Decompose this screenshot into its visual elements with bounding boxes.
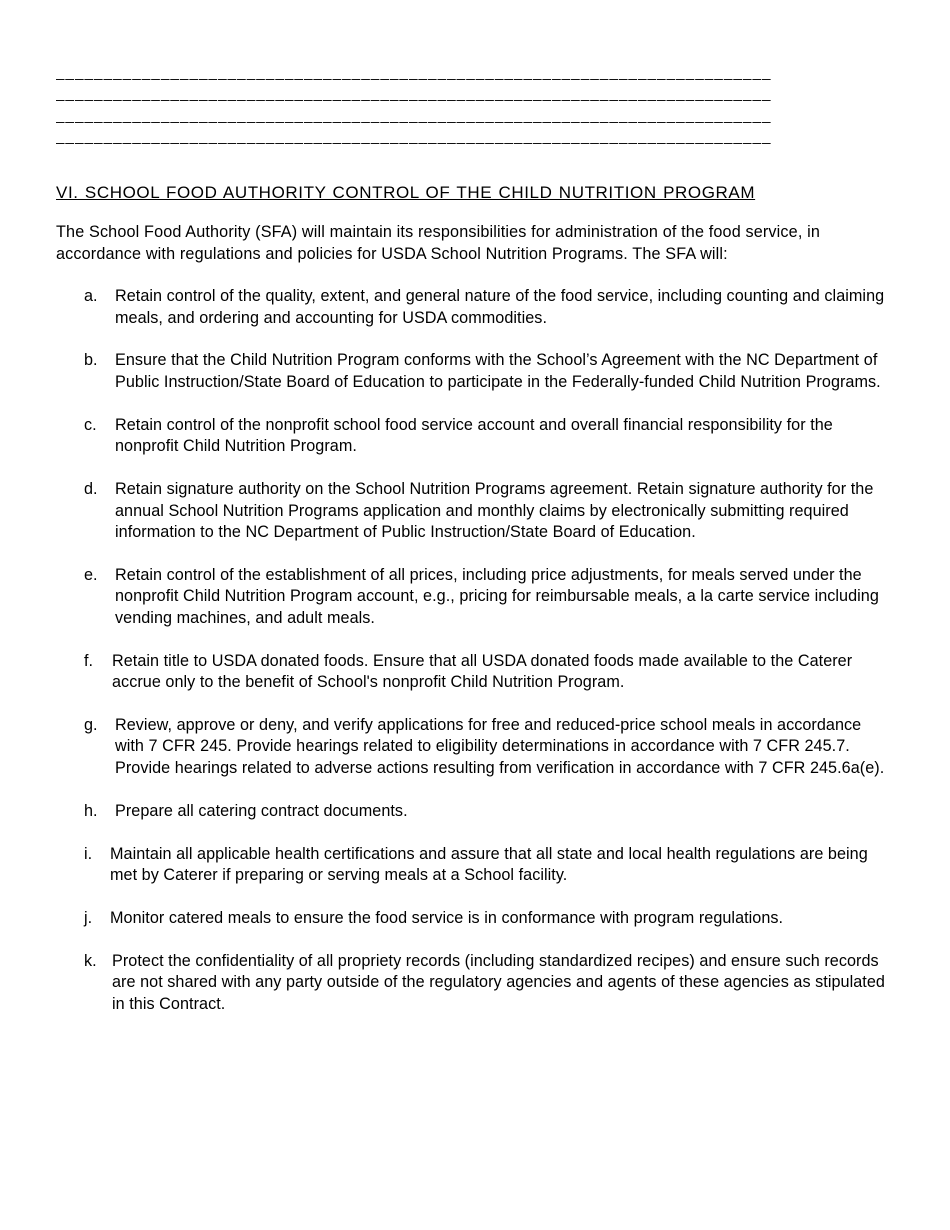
list-item-text: Retain title to USDA donated foods. Ensure that all USDA donated foods made available to the Caterer accrue only to the benefit of School's nonprofit Child Nutrition Program. [112,651,853,692]
list-item-c [56,415,892,458]
list-item-text: Maintain all applicable health certifications and assure that all state and local health regulations are being met by Caterer if preparing or serving meals at a School facility. [110,844,868,885]
blank-line-2: ___________________________________________________________________________ [56,85,772,103]
list-item-a [56,286,892,329]
list-item-h [56,801,892,823]
list-item-k [56,951,892,1016]
list-item-letter: b. [84,351,98,370]
list-item-text: Prepare all catering contract documents. [115,801,408,820]
list-item-g [56,715,892,780]
list-item-f [56,651,892,694]
list-item-b [56,350,892,393]
blank-line-1: ___________________________________________________________________________ [56,64,772,81]
list-item-e [56,565,892,630]
list-item-text: Review, approve or deny, and verify applications for free and reduced-price school meals in accordance with 7 CFR 245. Provide hearings related to eligibility determinations in accordance with 7 CFR 245.7. Provide hearings related to adverse actions resulting from verification in accordance with 7 CFR 245.6a(e). [115,715,885,777]
list-item-letter: k. [84,951,97,970]
list-item-j [56,908,892,930]
list-item-letter: j. [84,908,93,927]
list-item-text: Retain control of the nonprofit school food service account and overall financial responsibility for the nonprofit Child Nutrition Program. [115,415,833,456]
list-item-letter: g. [84,715,98,734]
blank-answer-lines [56,62,892,147]
list-item-letter: i. [84,844,93,863]
list-item-letter: a. [84,287,98,306]
blank-line-3: ___________________________________________________________________________ [56,106,772,124]
section-intro: The School Food Authority (SFA) will maintain its responsibilities for administration of the food service, in accordance with regulations and policies for USDA School Nutrition Programs. The SFA will: [56,223,821,263]
list-item-i [56,844,892,887]
list-item-text: Protect the confidentiality of all propriety records (including standardized recipes) and ensure such records are not shared with any party outside of the regulatory agencies and agents of these agencies as stipulated in this Contract. [112,951,885,1013]
list-item-letter: d. [84,480,98,499]
list-item-text: Monitor catered meals to ensure the food service is in conformance with program regulations. [110,908,784,927]
list-item-letter: e. [84,565,98,584]
responsibility-list [56,286,892,1015]
blank-line-4: ___________________________________________________________________________ [56,127,772,145]
list-item-letter: c. [84,415,97,434]
list-item-text: Ensure that the Child Nutrition Program conforms with the School’s Agreement with the NC Department of Public Instruction/State Board of Education to participate in the Federally-funded Child Nutrition Programs. [115,351,881,391]
list-item-text: Retain control of the establishment of all prices, including price adjustments, for meals served under the nonprofit Child Nutrition Program account, e.g., pricing for reimbursable meals, a la carte service including vending machines, and adult meals. [115,565,879,627]
document-page [56,62,892,1036]
list-item-d [56,479,892,544]
list-item-text: Retain control of the quality, extent, and general nature of the food service, including counting and claiming meals, and ordering and accounting for USDA commodities. [115,287,885,327]
list-item-letter: f. [84,651,94,670]
list-item-letter: h. [84,801,98,820]
section-heading: VI. SCHOOL FOOD AUTHORITY CONTROL OF THE CHILD NUTRITION PROGRAM [56,183,756,203]
list-item-text: Retain signature authority on the School Nutrition Programs agreement. Retain signature authority for the annual School Nutrition Programs application and monthly claims by electronically submitting required information to the NC Department of Public Instruction/State Board of Education. [115,480,874,542]
